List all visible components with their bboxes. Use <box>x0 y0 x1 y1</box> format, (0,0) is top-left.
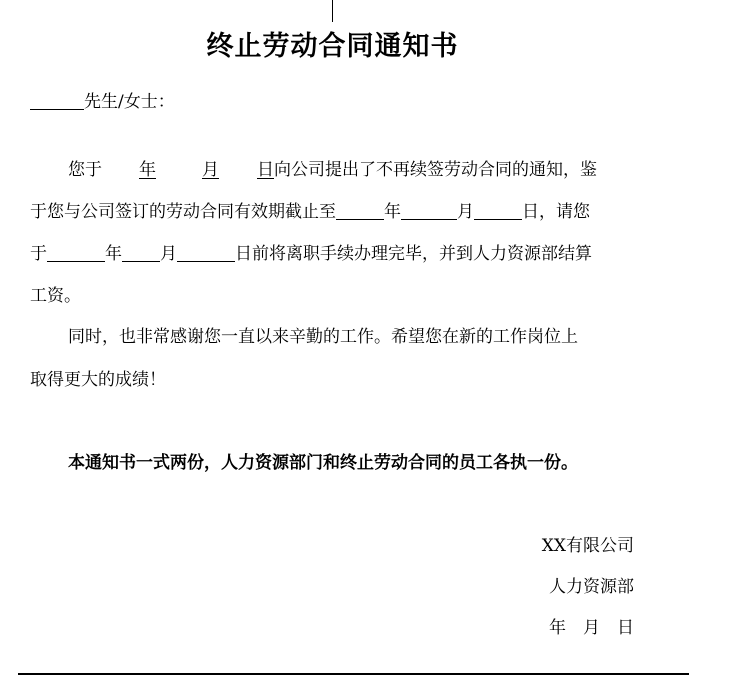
text-segment: 日前将离职手续办理完毕，并到人力资源部结算 <box>235 244 592 264</box>
paragraph-2-line-1: 同时，也非常感谢您一直以来辛勤的工作。希望您在新的工作岗位上 <box>68 327 578 347</box>
text-cursor <box>332 0 333 22</box>
paragraph-1-line-1 <box>68 158 597 182</box>
text-segment: 于您与公司签订的劳动合同有效期截止至 <box>30 202 336 222</box>
text-segment: 于 <box>30 244 47 264</box>
day-label: 日 <box>257 160 274 180</box>
paragraph-1-line-2 <box>30 200 590 224</box>
year-label: 年 <box>105 244 122 264</box>
month-label: 月 <box>160 244 177 264</box>
salutation-text: 先生/女士： <box>84 92 175 112</box>
paragraph-1-line-4: 工资。 <box>30 286 81 306</box>
year-label: 年 <box>384 202 401 222</box>
deadline-month-blank[interactable] <box>122 243 160 262</box>
expiry-day-blank[interactable] <box>474 201 522 220</box>
text-segment: 向公司提出了不再续签劳动合同的通知，鉴 <box>274 160 597 180</box>
copies-note: 本通知书一式两份，人力资源部门和终止劳动合同的员工各执一份。 <box>68 453 578 473</box>
deadline-day-blank[interactable] <box>177 243 235 262</box>
expiry-year-blank[interactable] <box>336 201 384 220</box>
paragraph-2-line-2: 取得更大的成绩！ <box>30 370 166 390</box>
text-segment: 您于 <box>68 160 102 180</box>
text-segment: 日，请您 <box>522 202 590 222</box>
document-title: 终止劳动合同通知书 <box>206 31 459 62</box>
submit-date-blank[interactable] <box>102 160 274 180</box>
month-label: 月 <box>457 202 474 222</box>
paragraph-1-line-3 <box>30 242 592 266</box>
year-label: 年 <box>139 160 156 180</box>
signature-department: 人力资源部 <box>549 577 634 597</box>
salutation-line <box>30 90 175 114</box>
signature-company: XX有限公司 <box>541 536 634 556</box>
expiry-month-blank[interactable] <box>401 201 457 220</box>
page-bottom-rule <box>18 673 689 675</box>
month-label: 月 <box>202 160 219 180</box>
signature-date: 年 月 日 <box>549 618 634 638</box>
deadline-year-blank[interactable] <box>47 243 105 262</box>
name-blank[interactable] <box>30 91 84 110</box>
